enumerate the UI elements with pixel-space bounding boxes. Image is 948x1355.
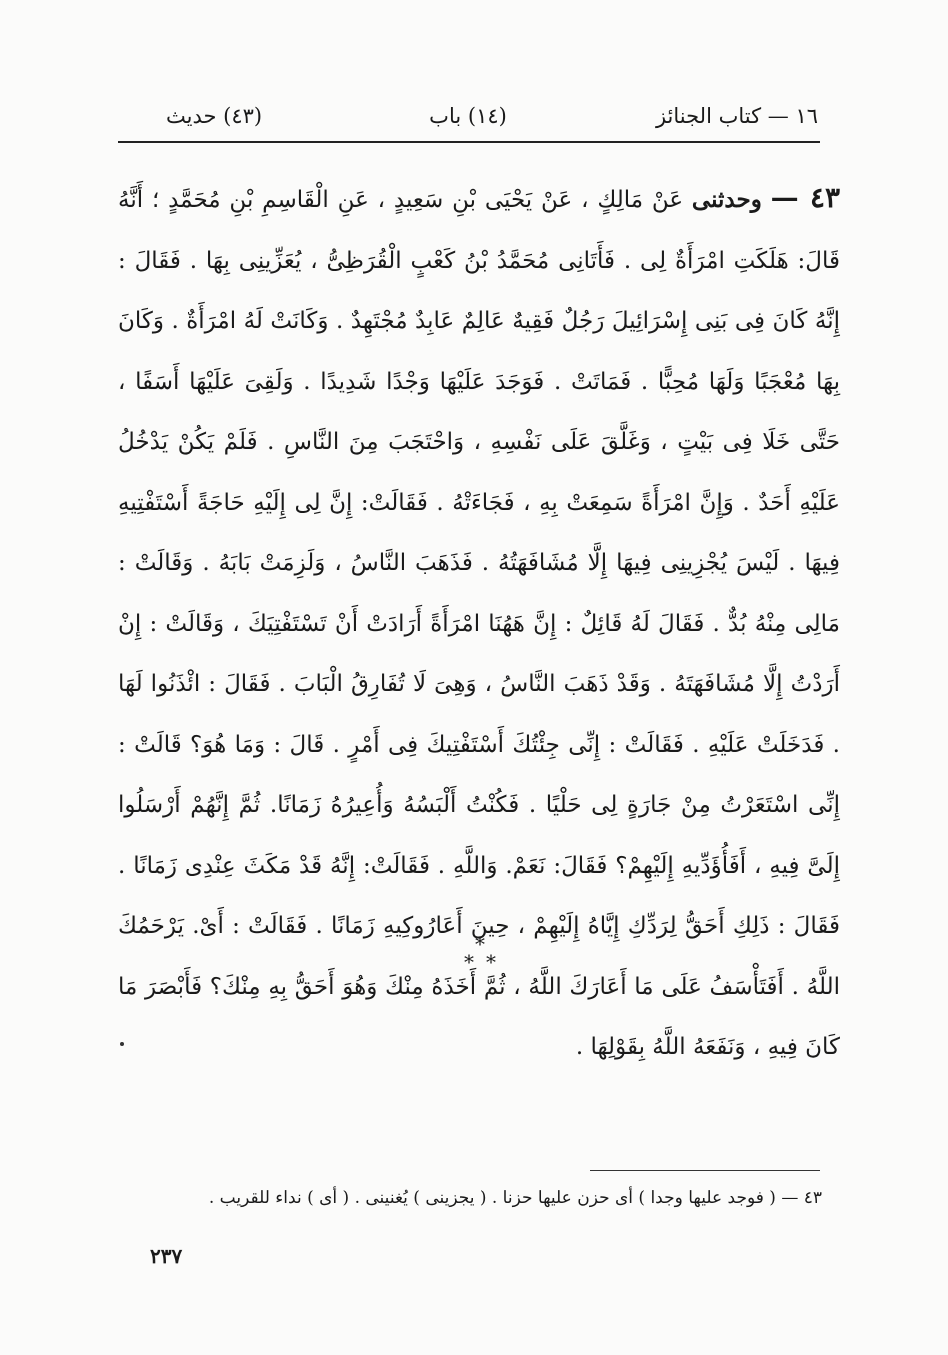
asterisk-icon: * — [475, 932, 485, 956]
footnote: ٤٣ — ( فوجد عليها وجدا ) أى حزن عليها حزنا . ( يجزينى ) يُغنينى . ( أى ) نداء للقريب . — [208, 1188, 822, 1208]
hadith-text: عَنْ مَالِكٍ ، عَنْ يَحْيَى بْنِ سَعِيدٍ ، عَنِ الْقَاسِمِ بْنِ مُحَمَّدٍ ؛ أَنَّهُ قَالَ: هَلَكَتِ امْرَأَةٌ لِى . فَأَتَانِى مُحَمَّدُ بْنُ كَعْبٍ الْقُرَظِىُّ ، يُعَزِّينِى بِهَا . فَقَالَ : إِنَّهُ كَانَ فِى بَنِى إِسْرَائِيلَ رَجُلٌ فَقِيهٌ عَالِمٌ عَابِدٌ مُجْتَهِدٌ . وَكَانَتْ لَهُ امْرَأَةٌ . وَكَانَ بِهَا مُعْجَبًا وَلَهَا مُحِبًّا . فَمَاتَتْ . فَوَجَدَ عَلَيْهَا وَجْدًا شَدِيدًا . وَلَقِىَ عَلَيْهَا أَسَفًا ، حَتَّى خَلَا فِى بَيْتٍ ، وَغَلَّقَ عَلَى نَفْسِهِ ، وَاحْتَجَبَ مِنَ النَّاسِ . فَلَمْ يَكُنْ يَدْخُلُ عَلَيْهِ أَحَدٌ . وَإِنَّ امْرَأَةً سَمِعَتْ بِهِ ، فَجَاءَتْهُ . فَقَالَتْ: إِنَّ لِى إِلَيْهِ حَاجَةً أَسْتَفْتِيهِ فِيهَا . لَيْسَ يُجْزِينِى فِيهَا إِلَّا مُشَافَهَتُهُ . فَذَهَبَ النَّاسُ ، وَلَزِمَتْ بَابَهُ . وَقَالَتْ : مَالِى مِنْهُ بُدٌّ . فَقَالَ لَهُ قَائِلٌ : إِنَّ هَهُنَا امْرَأَةً أَرَادَتْ أَنْ تَسْتَفْتِيَكَ ، وَقَالَتْ : إِنْ أَرَدْتُ إِلَّا مُشَافَهَتَهُ . وَقَدْ ذَهَبَ النَّاسُ ، وَهِىَ لَا تُفَارِقُ الْبَابَ . فَقَالَ : ائْذَنُوا لَهَا . فَدَخَلَتْ عَلَيْهِ . فَقَالَتْ : إِنِّى جِئْتُكَ أَسْتَفْتِيكَ فِى أَمْرٍ . قَالَ : وَمَا هُوَ؟ قَالَتْ : إِنِّى اسْتَعَرْتُ مِنْ جَارَةٍ لِى حَلْيًا . فَكُنْتُ أَلْبَسُهُ وَأُعِيرُهُ زَمَانًا. ثُمَّ إِنَّهُمْ أَرْسَلُوا إِلَىَّ فِيهِ ، أَفَأُؤَدِّيهِ إِلَيْهِمْ؟ فَقَالَ: نَعَمْ. وَاللَّهِ . فَقَالَتْ: إِنَّهُ قَدْ مَكَثَ عِنْدِى زَمَانًا . فَقَالَ : ذَلِكِ أَحَقُّ لِرَدِّكِ إِيَّاهُ إِلَيْهِمْ ، حِينَ أَعَارُوكِيهِ زَمَانًا . فَقَالَتْ : أَىْ. يَرْحَمُكَ اللَّهُ . أَفَتَأْسَفُ عَلَى مَا أَعَارَكَ اللَّهُ ، ثُمَّ أَخَذَهُ مِنْكَ وَهُوَ أَحَقُّ بِهِ مِنْكَ؟ فَأَبْصَرَ مَا كَانَ فِيهِ ، وَنَفَعَهُ اللَّهُ بِقَوْلِهَا . — [118, 187, 840, 1060]
hadith-intro: وحدثنى — [691, 186, 762, 213]
footnote-divider — [590, 1170, 820, 1171]
header-divider — [118, 141, 820, 143]
hadith-number: ٤٣ — — [770, 181, 841, 214]
stray-mark — [120, 1042, 124, 1046]
header-chapter: ١٦ — كتاب الجنائز — [655, 104, 818, 128]
asterisk-icon: * — [464, 950, 474, 974]
section-separator — [458, 932, 508, 972]
header-hadith-number: (٤٣) حديث — [166, 104, 263, 128]
header-section: (١٤) باب — [429, 104, 507, 128]
page-header — [118, 104, 818, 140]
asterisk-icon: * — [486, 950, 496, 974]
page-number: ٢٣٧ — [150, 1244, 183, 1268]
